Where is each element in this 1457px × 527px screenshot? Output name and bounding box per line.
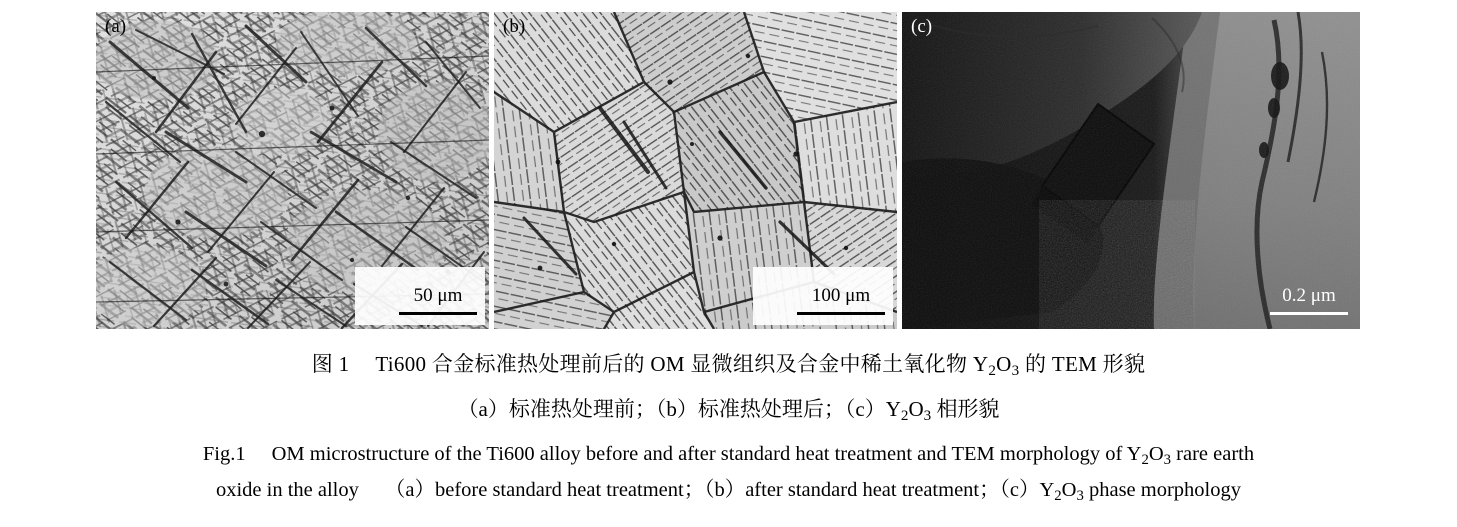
caption-cn-sub-c-post: 相形貌	[931, 397, 1000, 422]
caption-en-line1	[0, 440, 1457, 472]
caption-cn-figure-number: 图 1	[311, 352, 350, 376]
caption-cn-title-sub2: 3	[1011, 363, 1020, 380]
panel-a-scalebar	[399, 286, 477, 315]
panel-a-scalebar-line	[399, 312, 477, 315]
panel-a-scalebar-text: 50 μm	[413, 285, 463, 307]
caption-cn-title	[0, 348, 1457, 380]
caption-en-line2-c-post: phase morphology	[1083, 478, 1242, 501]
panel-b-om-after[interactable]	[494, 12, 897, 329]
caption-en-line2-c-y: Y	[1039, 478, 1055, 501]
panel-c-scalebar-line	[1270, 312, 1348, 315]
caption-en-line1-sub2: 3	[1163, 452, 1172, 469]
caption-en-line2-b: （b）after standard heat treatment；	[704, 478, 1000, 501]
caption-cn-sub-c-sub2: 3	[923, 408, 932, 425]
panel-b-scalebar	[797, 286, 885, 315]
figure-caption	[0, 340, 1457, 508]
caption-en-line2-c-sub1: 2	[1054, 488, 1062, 505]
panel-c-scalebar	[1270, 286, 1348, 315]
caption-en-line1-part2: O	[1148, 443, 1164, 466]
caption-en-line2-a: （a）before standard heat treatment；	[384, 478, 705, 501]
panel-c-tem-y2o3[interactable]	[902, 12, 1360, 329]
panel-b-scalebar-text: 100 μm	[811, 285, 871, 307]
caption-en-line2-c-sub2: 3	[1076, 488, 1084, 505]
caption-cn-title-sub1: 2	[988, 363, 997, 380]
panel-b-scalebar-line	[797, 312, 885, 315]
caption-en-line2-c-o: O	[1061, 478, 1077, 501]
caption-en-line2-c-pre: （c）	[999, 478, 1040, 501]
caption-cn-title-part1: Ti600 合金标准热处理前后的 OM 显微组织及合金中稀土氧化物 Y	[375, 352, 989, 376]
panel-b-label: (b)	[503, 16, 526, 37]
caption-cn-sub-c-pre: （c）Y	[844, 397, 901, 422]
caption-en-line1-part3: rare earth	[1171, 443, 1255, 466]
caption-en-line1-sub1: 2	[1141, 452, 1149, 469]
caption-cn-sub-a: （a）标准热处理前；	[457, 397, 656, 422]
panel-c-label: (c)	[911, 16, 933, 37]
caption-cn-sub-b: （b）标准热处理后；	[655, 397, 845, 422]
caption-cn-title-part2: O	[996, 352, 1012, 376]
panel-a-om-before[interactable]	[96, 12, 489, 329]
caption-en-line2-part1: oxide in the alloy	[215, 478, 359, 501]
caption-en-line1-part1: OM microstructure of the Ti600 alloy before and after standard heat treatment and TEM morphology of Y	[271, 443, 1142, 466]
caption-cn-title-part3: 的 TEM 形貌	[1019, 352, 1146, 376]
caption-en-line2	[0, 476, 1457, 508]
caption-en-figure-number: Fig.1	[202, 443, 246, 466]
caption-cn-sub-c-mid: O	[908, 397, 924, 422]
panel-c-tem-image	[902, 12, 1360, 329]
caption-cn-sub-c-sub1: 2	[900, 408, 909, 425]
panel-c-scalebar-text: 0.2 μm	[1282, 285, 1336, 307]
panel-a-label: (a)	[105, 16, 127, 37]
figure-panels-row	[96, 12, 1360, 329]
caption-cn-subcaptions	[0, 393, 1457, 425]
